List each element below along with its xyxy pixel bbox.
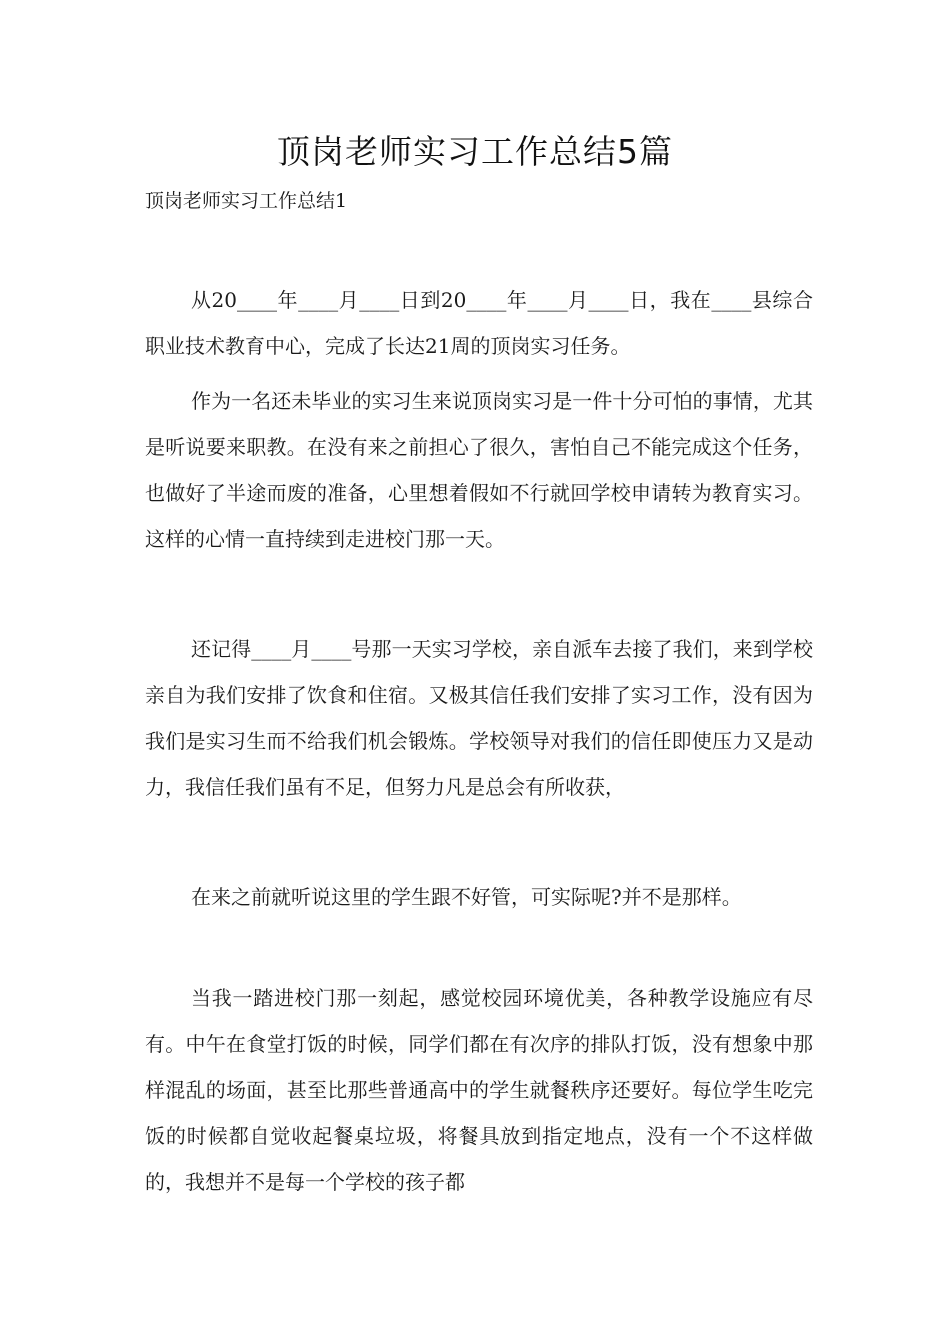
paragraph: 当我一踏进校门那一刻起，感觉校园环境优美，各种教学设施应有尽有。中午在食堂打饭的时候，同学们都在有次序的排队打饭，没有想象中那样混乱的场面，甚至比那些普通高中的学生就餐秩序还要好。每位学生吃完饭的时候都自觉收起餐桌垃圾，将餐具放到指定地点，没有一个不这样做的，我想并不是每一个学校的孩子都 [145, 986, 813, 1194]
paragraph: 还记得____月____号那一天实习学校，亲自派车去接了我们，来到学校亲自为我们安排了饮食和住宿。又极其信任我们安排了实习工作，没有因为我们是实习生而不给我们机会锻炼。学校领导对我们的信任即使压力又是动力，我信任我们虽有不足，但努力凡是总会有所收获， [145, 637, 813, 799]
document-title: 顶岗老师实习工作总结5篇 [277, 132, 673, 171]
section-heading: 顶岗老师实习工作总结1 [145, 190, 348, 212]
paragraph: 作为一名还未毕业的实习生来说顶岗实习是一件十分可怕的事情，尤其是听说要来职教。在没有来之前担心了很久，害怕自己不能完成这个任务，也做好了半途而废的准备，心里想着假如不行就回学校申请转为教育实习。这样的心情一直持续到走进校门那一天。 [145, 389, 813, 551]
paragraph: 在来之前就听说这里的学生跟不好管，可实际呢?并不是那样。 [191, 885, 742, 909]
paragraph: 从20____年____月____日到20____年____月____日，我在____县综合职业技术教育中心，完成了长达21周的顶岗实习任务。 [145, 288, 813, 358]
